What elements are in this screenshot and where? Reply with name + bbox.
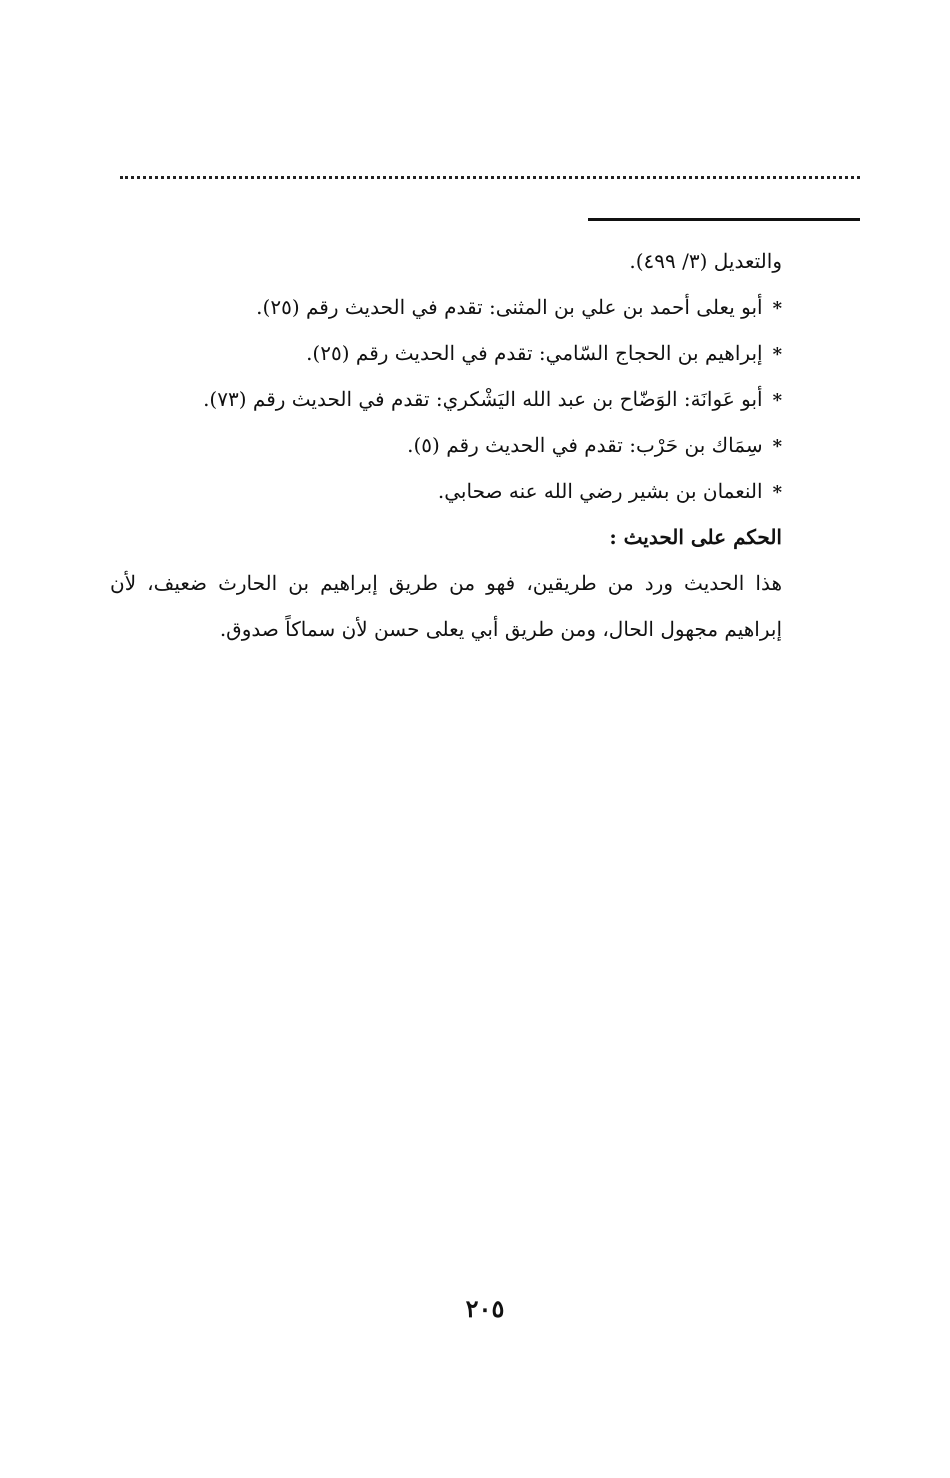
dotted-separator xyxy=(120,176,860,179)
ruling-paragraph: هذا الحديث ورد من طريقين، فهو من طريق إبراهيم بن الحارث ضعيف، لأن إبراهيم مجهول الحال، ومن طريق أبي يعلى حسن لأن سماكاً صدوق. xyxy=(110,571,782,641)
narrator-text: أبو عَوانَة: الوَضّاح بن عبد الله اليَشْكري: تقدم في الحديث رقم (٧٣). xyxy=(203,387,763,411)
narrator-text: أبو يعلى أحمد بن علي بن المثنى: تقدم في الحديث رقم (٢٥). xyxy=(256,295,763,319)
bullet-icon: * xyxy=(772,344,782,365)
narrator-text: النعمان بن بشير رضي الله عنه صحابي. xyxy=(437,479,763,503)
narrator-item xyxy=(110,468,782,514)
bullet-icon: * xyxy=(772,298,782,319)
page-number: ٢٠٥ xyxy=(465,1294,505,1323)
narrator-item xyxy=(110,376,782,422)
ruling-heading: الحكم على الحديث : xyxy=(609,525,782,549)
narrator-text: سِمَاك بن حَرْب: تقدم في الحديث رقم (٥). xyxy=(407,433,763,457)
narrator-item xyxy=(110,284,782,330)
bullet-icon: * xyxy=(772,436,782,457)
narrator-text: إبراهيم بن الحجاج السّامي: تقدم في الحديث رقم (٢٥). xyxy=(306,341,763,365)
footnote-continuation: والتعديل (٣/ ٤٩٩). xyxy=(629,249,782,273)
page-body xyxy=(110,238,782,652)
footnote-rule xyxy=(588,218,860,221)
bullet-icon: * xyxy=(772,390,782,411)
narrator-item xyxy=(110,330,782,376)
narrator-item xyxy=(110,422,782,468)
bullet-icon: * xyxy=(772,482,782,503)
